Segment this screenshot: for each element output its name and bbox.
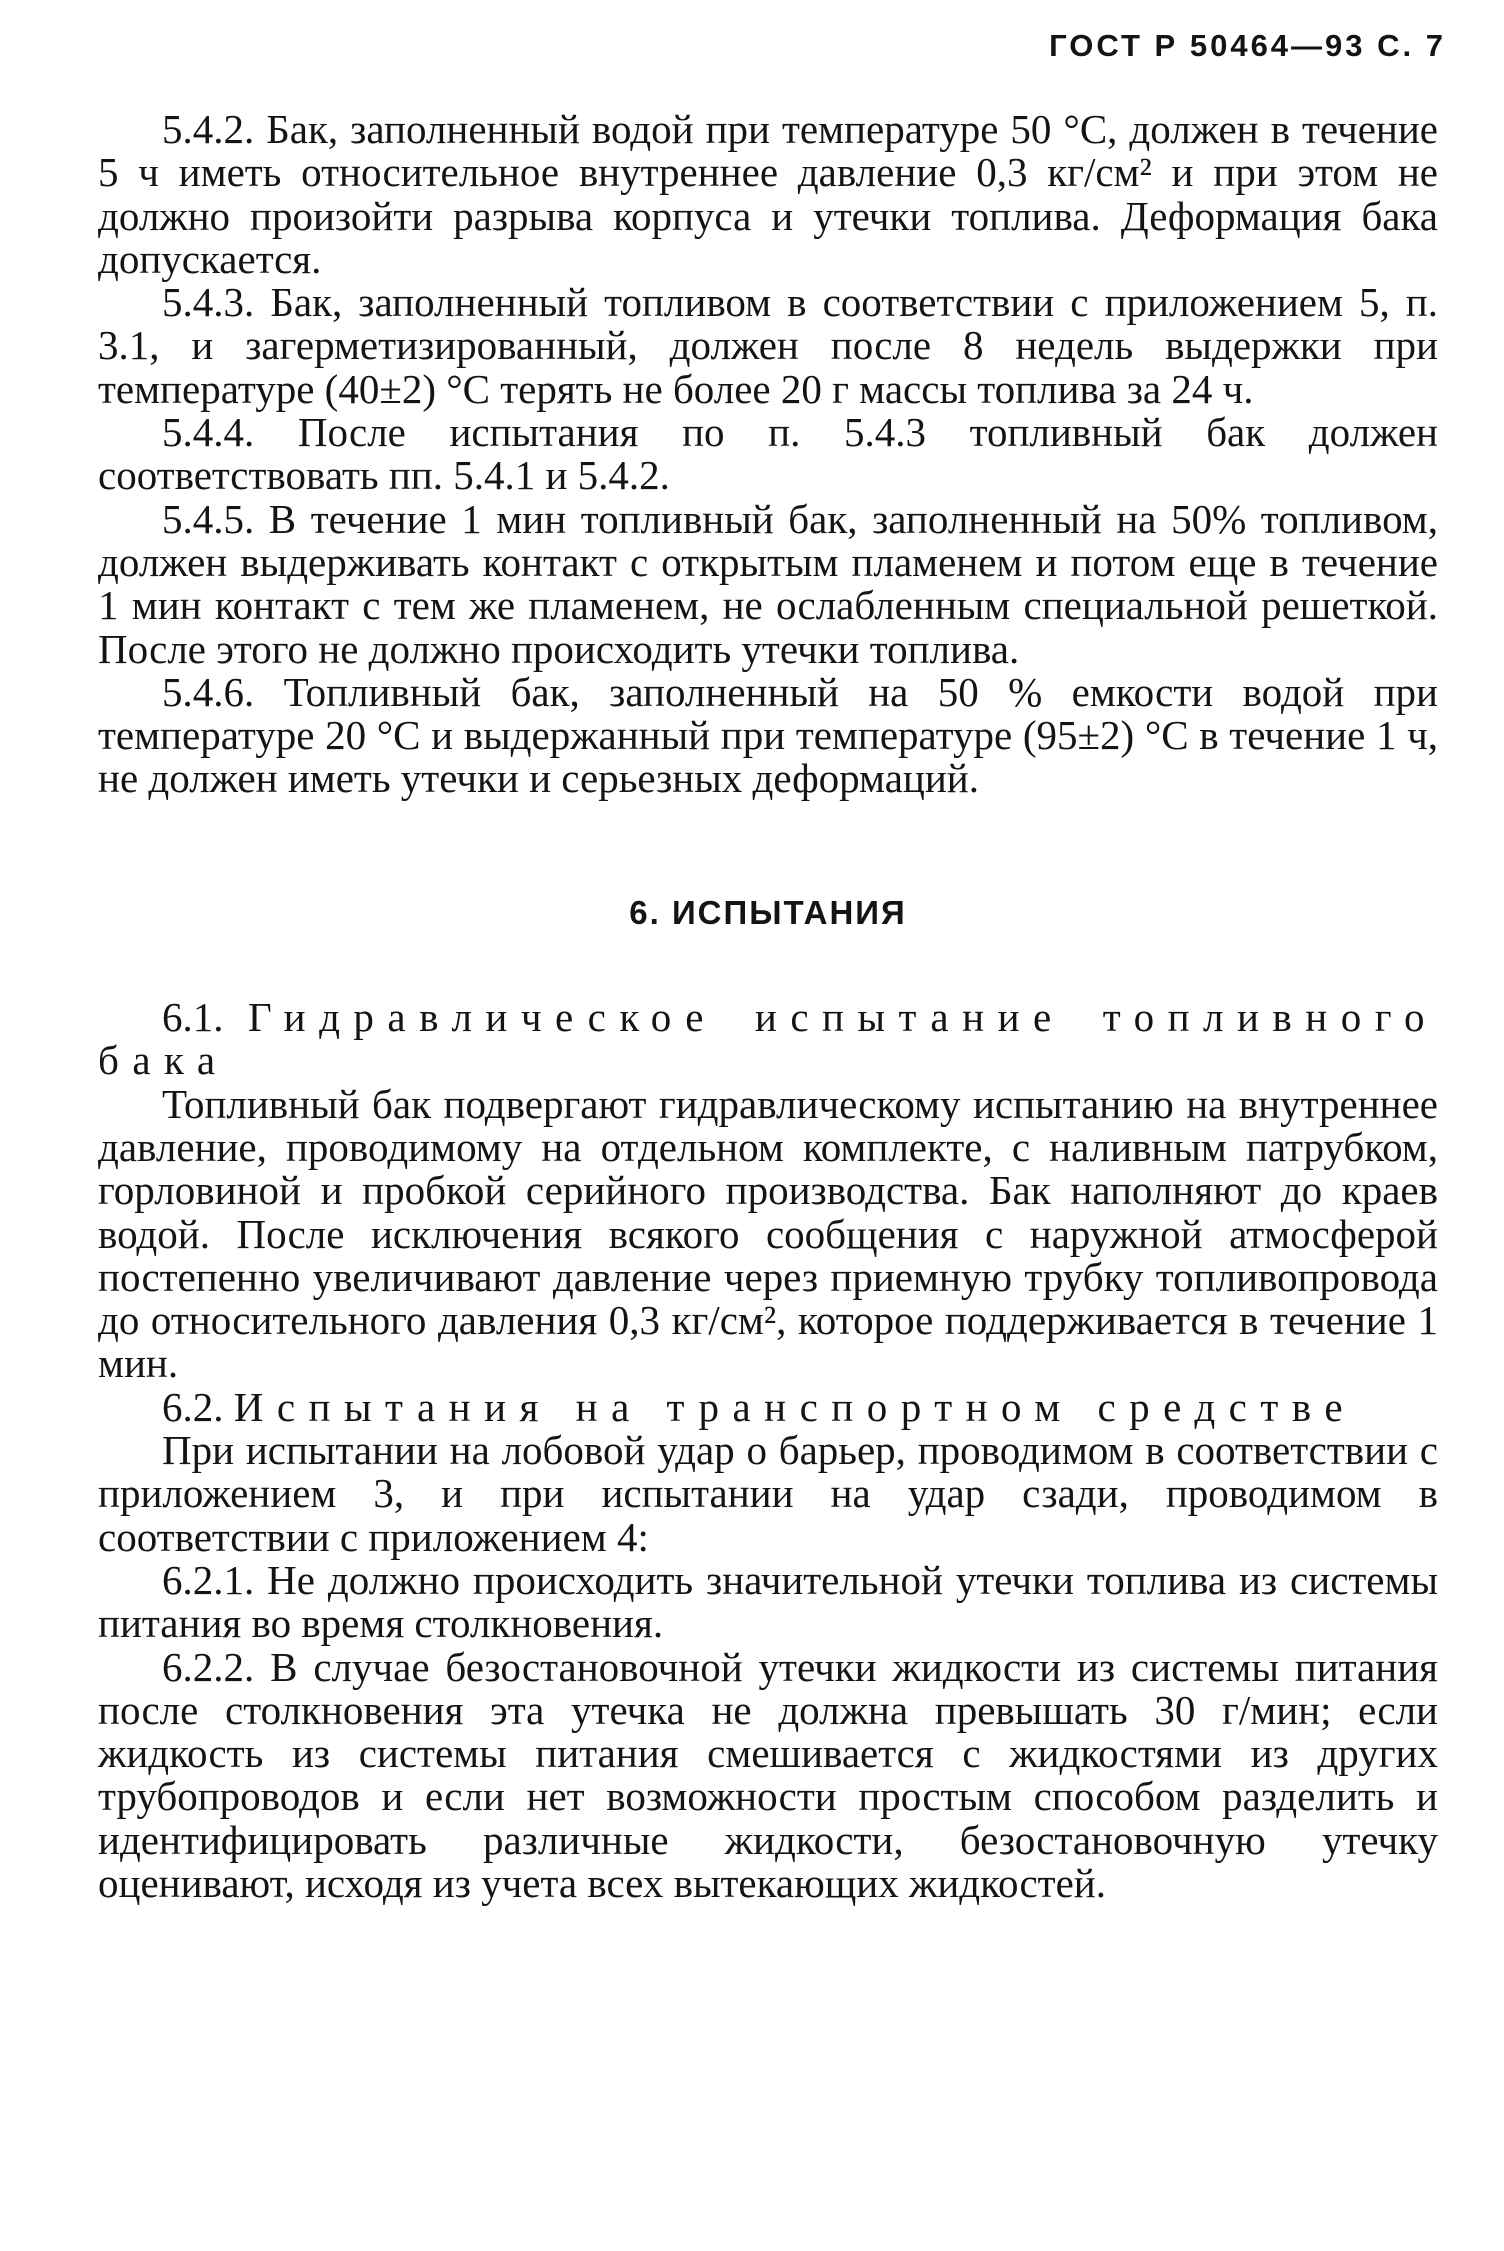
- paragraph-6-2-1: 6.2.1. Не должно происходить значительной утечки топлива из системы питания во время столкновения.: [98, 1556, 1438, 1647]
- subsection-title: Испытания на транспортном средстве: [233, 1383, 1357, 1430]
- paragraph-5-4-3: 5.4.3. Бак, заполненный топливом в соответствии с приложением 5, п. 3.1, и загерметизированный, должен после 8 недель выдержки при температуре (40±2) °С терять не более 20 г массы топлива за 24 ч.: [98, 279, 1438, 412]
- paragraph-6-1: Топливный бак подвергают гидравлическому испытанию на внутреннее давление, проводимому на отдельном комплекте, с наливным патрубком, горловиной и пробкой серийного производства. Бак наполняют до краев водой. После исключения всякого сообщения с наружной атмосферой постепенно увеличивают давление через приемную трубку топливопровода до относительного давления 0,3 кг/см², которое поддерживается в течение 1 мин.: [98, 1080, 1438, 1387]
- paragraph-5-4-4: 5.4.4. После испытания по п. 5.4.3 топливный бак должен соответствовать пп. 5.4.1 и 5.4.2.: [98, 409, 1438, 499]
- paragraph-5-4-2: 5.4.2. Бак, заполненный водой при температуре 50 °С, должен в течение 5 ч иметь относительное внутреннее давление 0,3 кг/см² и при этом не должно произойти разрыва корпуса и утечки топлива. Деформация бака допускается.: [98, 106, 1438, 282]
- page-header: ГОСТ Р 50464—93 С. 7: [1049, 28, 1446, 63]
- section-title: 6. ИСПЫТАНИЯ: [629, 893, 907, 931]
- subsection-heading-6-2: [98, 1383, 1438, 1430]
- paragraph-6-2-intro: При испытании на лобовой удар о барьер, проводимом в соответствии с приложением 3, и при испытании на удар сзади, проводимом в соответствии с приложением 4:: [98, 1427, 1438, 1560]
- paragraph-6-2-2: 6.2.2. В случае безостановочной утечки жидкости из системы питания после столкновения эта утечка не должна превышать 30 г/мин; если жидкость из системы питания смешивается с жидкостями из других трубопроводов и если нет возможности простым способом разделить и идентифицировать различные жидкости, безостановочную утечку оценивают, исходя из учета всех вытекающих жидкостей.: [98, 1643, 1438, 1906]
- subsection-heading-6-1: [98, 996, 1438, 1083]
- document-body: [98, 108, 1438, 1905]
- paragraph-5-4-6: 5.4.6. Топливный бак, заполненный на 50 % емкости водой при температуре 20 °С и выдержанный при температуре (95±2) °С в течение 1 ч, не должен иметь утечки и серьезных деформаций.: [98, 668, 1438, 802]
- paragraph-5-4-5: 5.4.5. В течение 1 мин топливный бак, заполненный на 50% топливом, должен выдерживать контакт с открытым пламенем и потом еще в течение 1 мин контакт с тем же пламенем, не ослабленным специальной решеткой. После этого не должно происходить утечки топлива.: [98, 495, 1438, 672]
- subsection-title: Гидравлическое испытание топливного бака: [98, 994, 1439, 1084]
- subsection-number: 6.2.: [162, 1383, 224, 1430]
- subsection-number: 6.1.: [162, 994, 224, 1041]
